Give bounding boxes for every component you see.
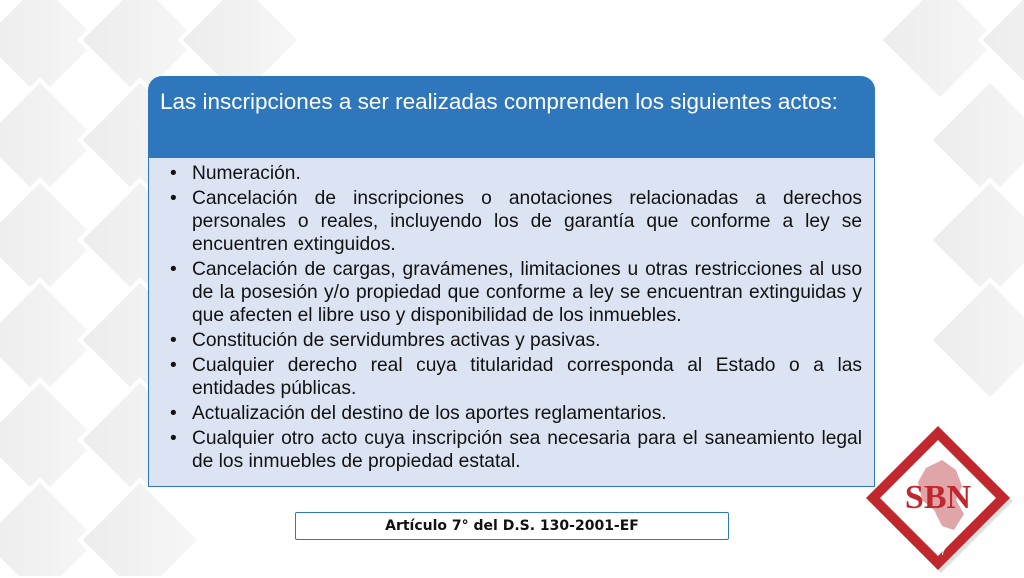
list-item: • Cancelación de inscripciones o anotaciones relacionadas a derechos personales o reales, incluyendo los de garantía que conforme a ley se encuentren extinguidos.: [170, 188, 862, 255]
legal-citation: Artículo 7° del D.S. 130-2001-EF: [295, 512, 729, 540]
list-item: • Cualquier derecho real cuya titularidad corresponda al Estado o a las entidades públicas.: [170, 355, 862, 399]
page-number: 7: [939, 546, 947, 558]
bullet-icon: •: [170, 330, 177, 351]
list-item: • Cancelación de cargas, gravámenes, limitaciones u otras restricciones al uso de la posesión y/o propiedad que conforme a ley se encuentran extinguidas y que afecten el libre uso y disponibilidad de los inmuebles.: [170, 259, 862, 326]
bullet-icon: •: [170, 428, 177, 449]
logo-text: SBN: [904, 479, 972, 516]
content-box: [148, 158, 875, 487]
bullet-icon: •: [170, 259, 177, 280]
bullet-icon: •: [170, 403, 177, 424]
list-item: • Numeración.: [170, 163, 301, 184]
acts-list: [165, 162, 862, 473]
list-item: • Cualquier otro acto cuya inscripción sea necesaria para el saneamiento legal de los inmuebles de propiedad estatal.: [170, 428, 862, 472]
list-item: • Actualización del destino de los aportes reglamentarios.: [170, 403, 667, 424]
list-item: • Constitución de servidumbres activas y pasivas.: [170, 330, 601, 351]
bullet-icon: •: [170, 355, 177, 376]
slide-heading: Las inscripciones a ser realizadas comprenden los siguientes actos:: [148, 76, 875, 158]
bullet-icon: •: [170, 163, 177, 184]
bullet-icon: •: [170, 188, 177, 209]
